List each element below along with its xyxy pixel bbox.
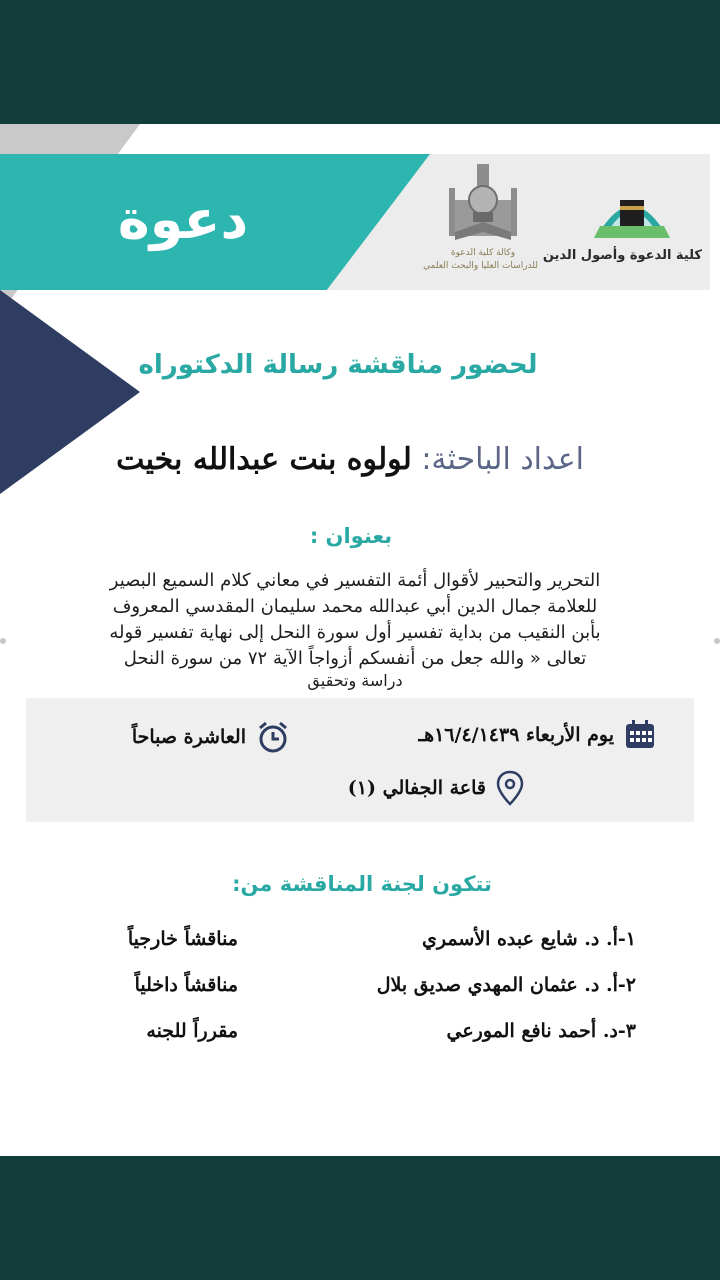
thesis-subject: [60, 568, 650, 690]
committee-member-name: ١-أ. د. شايع عبده الأسمري: [421, 928, 636, 950]
committee-member-role: مناقشاً داخلياً: [134, 974, 238, 996]
subject-line: التحرير والتحبير لأقوال أئمة التفسير في معاني كلام السميع البصير: [109, 570, 601, 591]
college-logo: [542, 178, 702, 278]
date-row: [419, 720, 657, 750]
committee-member-name: ٢-أ. د. عثمان المهدي صديق بلال: [376, 974, 636, 996]
place-row: [348, 770, 524, 806]
time-row: [132, 720, 290, 754]
researcher-label: اعداد الباحثة:: [421, 442, 584, 477]
brand-logo-text: دعوة: [117, 188, 249, 251]
college-logo-text: كلية الدعوة وأصول الدين: [542, 248, 702, 263]
subject-line: بأبن النقيب من بداية تفسير أول سورة النحل إلى نهاية تفسير قوله: [109, 622, 601, 643]
event-place: قاعة الجفالي (١): [347, 777, 486, 799]
edge-dot: [0, 638, 6, 644]
researcher-name: لولوه بنت عبدالله بخيت: [116, 442, 412, 477]
subject-line: تعالى « والله جعل من أنفسكم أزواجاً الآية ٧٢ من سورة النحل: [123, 648, 587, 669]
researcher-line: [100, 442, 584, 492]
subject-line: للعلامة جمال الدين أبي عبدالله محمد سليمان المقدسي المعروف: [112, 596, 598, 617]
university-emblem-icon: [443, 160, 523, 246]
committee-member-role: مقرراً للجنه: [146, 1020, 238, 1042]
committee-title: تتكون لجنة المناقشة من:: [232, 872, 492, 896]
calendar-icon: [624, 720, 656, 750]
invitation-card: [0, 124, 720, 1156]
alarm-clock-icon: [256, 720, 290, 754]
agency-logo-line-1: وكالة كلية الدعوة: [450, 248, 516, 258]
agency-logo-line-2: للدراسات العليا والبحث العلمي: [423, 261, 538, 271]
subject-label: بعنوان :: [309, 524, 393, 548]
committee-member-role: مناقشاً خارجياً: [127, 928, 238, 950]
committee-member-name: ٣-د. أحمد نافع المورعي: [446, 1020, 636, 1042]
edge-dot: [714, 638, 720, 644]
event-time: العاشرة صباحاً: [131, 726, 246, 748]
location-pin-icon: [496, 770, 524, 806]
kaaba-emblem-icon: [590, 178, 674, 242]
invitation-title: لحضور مناقشة رسالة الدكتوراه: [138, 350, 538, 380]
event-date: يوم الأربعاء ١٦/٤/١٤٣٩هـ: [418, 724, 614, 746]
agency-logo: [423, 160, 538, 280]
subject-line: دراسة وتحقيق: [307, 671, 403, 690]
